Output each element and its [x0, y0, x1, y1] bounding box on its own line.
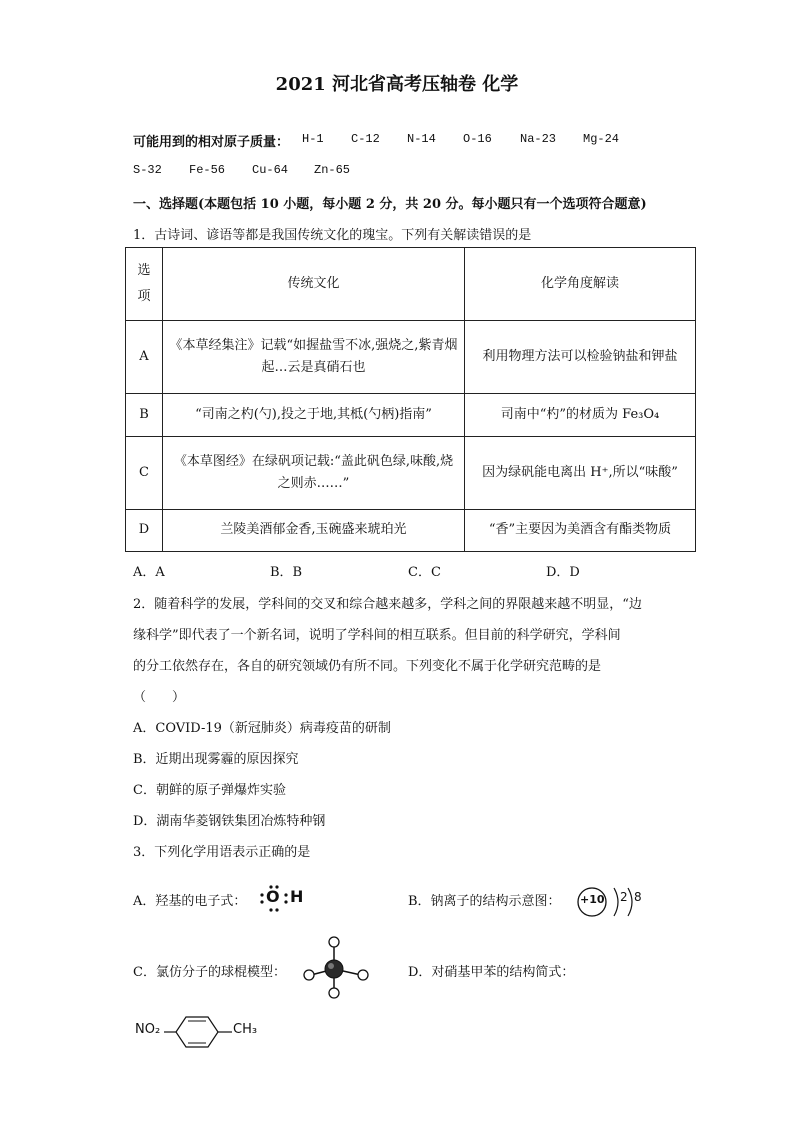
shell-1-electrons: 2	[620, 890, 628, 904]
header-culture: 传统文化	[163, 248, 465, 321]
table-row	[126, 321, 696, 394]
atomic-mass-mg: Mg-24	[583, 132, 620, 146]
row-chem: 司南中“杓”的材质为 Fe₃O₄	[465, 394, 696, 436]
header-chem: 化学角度解读	[465, 248, 696, 321]
atomic-mass-n: N-14	[407, 132, 436, 146]
electron-dot	[260, 893, 263, 896]
q3-option-c: C．氯仿分子的球棍模型：	[133, 965, 286, 980]
q2-stem-line-2: 缘科学”即代表了一个新名词，说明了学科间的相互联系。但目前的科学研究，学科间	[133, 628, 621, 643]
q3-option-b: B．钠离子的结构示意图：	[408, 894, 561, 909]
electron-dot	[275, 908, 278, 911]
row-culture: 《本草图经》在绿矾项记载:“盖此矾色绿,味酸,烧之则赤……”	[163, 436, 465, 509]
electron-dot	[284, 893, 287, 896]
methyl-group: CH₃	[233, 1022, 258, 1037]
atomic-mass-c: C-12	[351, 132, 380, 146]
q1-stem: 1．古诗词、谚语等都是我国传统文化的瑰宝。下列有关解读错误的是	[133, 228, 532, 243]
table-row	[126, 509, 696, 551]
q3-stem: 3．下列化学用语表示正确的是	[133, 845, 311, 860]
atom-ball	[329, 988, 339, 998]
atomic-mass-s: S-32	[133, 163, 162, 177]
section-heading: 一、选择题(本题包括 10 小题，每小题 2 分，共 20 分。每小题只有一个选项符合题意)	[133, 197, 647, 212]
atomic-mass-o: O-16	[463, 132, 492, 146]
q3-option-a: A．羟基的电子式：	[133, 894, 247, 909]
row-culture: 兰陵美酒郁金香,玉碗盛来琥珀光	[163, 509, 465, 551]
q2-stem-line-4: （ ）	[133, 690, 186, 705]
oxygen-symbol: O	[266, 887, 280, 906]
q2-option-d: D．湖南华菱钢铁集团冶炼特种钢	[133, 814, 326, 829]
ball-stick-svg	[298, 935, 374, 999]
q3-option-d: D．对硝基甲苯的结构简式：	[408, 965, 575, 980]
central-atom	[325, 960, 343, 978]
nucleus-charge: +10	[580, 893, 605, 906]
atom-ball	[329, 937, 339, 947]
atom-ball	[358, 970, 368, 980]
electron-dot	[284, 900, 287, 903]
electron-dot	[260, 900, 263, 903]
q2-stem-line-1: 2．随着科学的发展，学科间的交叉和综合越来越多，学科之间的界限越来越不明显，“边	[133, 597, 642, 612]
atomic-mass-label: 可能用到的相对原子质量：	[133, 135, 290, 150]
central-atom-highlight	[328, 963, 334, 969]
atomic-mass-zn: Zn-65	[314, 163, 351, 177]
q1-table	[125, 247, 696, 552]
row-option: D	[126, 509, 163, 551]
q2-option-c: C．朝鲜的原子弹爆炸实验	[133, 783, 286, 798]
atomic-mass-na: Na-23	[520, 132, 557, 146]
atom-ball	[304, 970, 314, 980]
q2-option-b: B．近期出现雾霾的原因探究	[133, 752, 299, 767]
q1-option-a: A．A	[133, 565, 165, 580]
header-option: 选项	[126, 248, 163, 321]
atomic-mass-line-1	[133, 131, 289, 150]
benzene-svg	[164, 1014, 242, 1050]
shell-2-electrons: 8	[634, 890, 642, 904]
table-row	[126, 394, 696, 436]
table-header-row	[126, 248, 696, 321]
row-option: B	[126, 394, 163, 436]
q2-stem-line-3: 的分工依然存在，各自的研究领域仍有所不同。下列变化不属于化学研究范畴的是	[133, 659, 602, 674]
shell-arc-2	[628, 888, 632, 916]
row-option: C	[126, 436, 163, 509]
row-culture: 《本草经集注》记载“如握盐雪不冰,强烧之,紫青烟起…云是真硝石也	[163, 321, 465, 394]
nitro-group: NO₂	[135, 1022, 161, 1037]
table-row	[126, 436, 696, 509]
q2-option-a: A．COVID-19（新冠肺炎）病毒疫苗的研制	[133, 721, 391, 736]
q1-option-d: D．D	[546, 565, 580, 580]
benzene-ring	[164, 1014, 242, 1050]
row-chem: “香”主要因为美酒含有酯类物质	[465, 509, 696, 551]
q1-option-c: C．C	[408, 565, 441, 580]
electron-dot	[269, 908, 272, 911]
row-culture: “司南之杓(勺),投之于地,其柢(勺柄)指南”	[163, 394, 465, 436]
chloroform-ball-stick-model	[298, 935, 374, 999]
row-option: A	[126, 321, 163, 394]
q1-option-b: B．B	[270, 565, 303, 580]
atomic-mass-h: H-1	[302, 132, 324, 146]
row-chem: 因为绿矾能电离出 H⁺,所以“味酸”	[465, 436, 696, 509]
row-chem: 利用物理方法可以检验钠盐和钾盐	[465, 321, 696, 394]
page-title: 2021 河北省高考压轴卷 化学	[275, 74, 519, 95]
atomic-mass-cu: Cu-64	[252, 163, 289, 177]
shell-arc-1	[614, 888, 618, 916]
atomic-mass-fe: Fe-56	[189, 163, 226, 177]
hydrogen-symbol: H	[290, 887, 304, 906]
